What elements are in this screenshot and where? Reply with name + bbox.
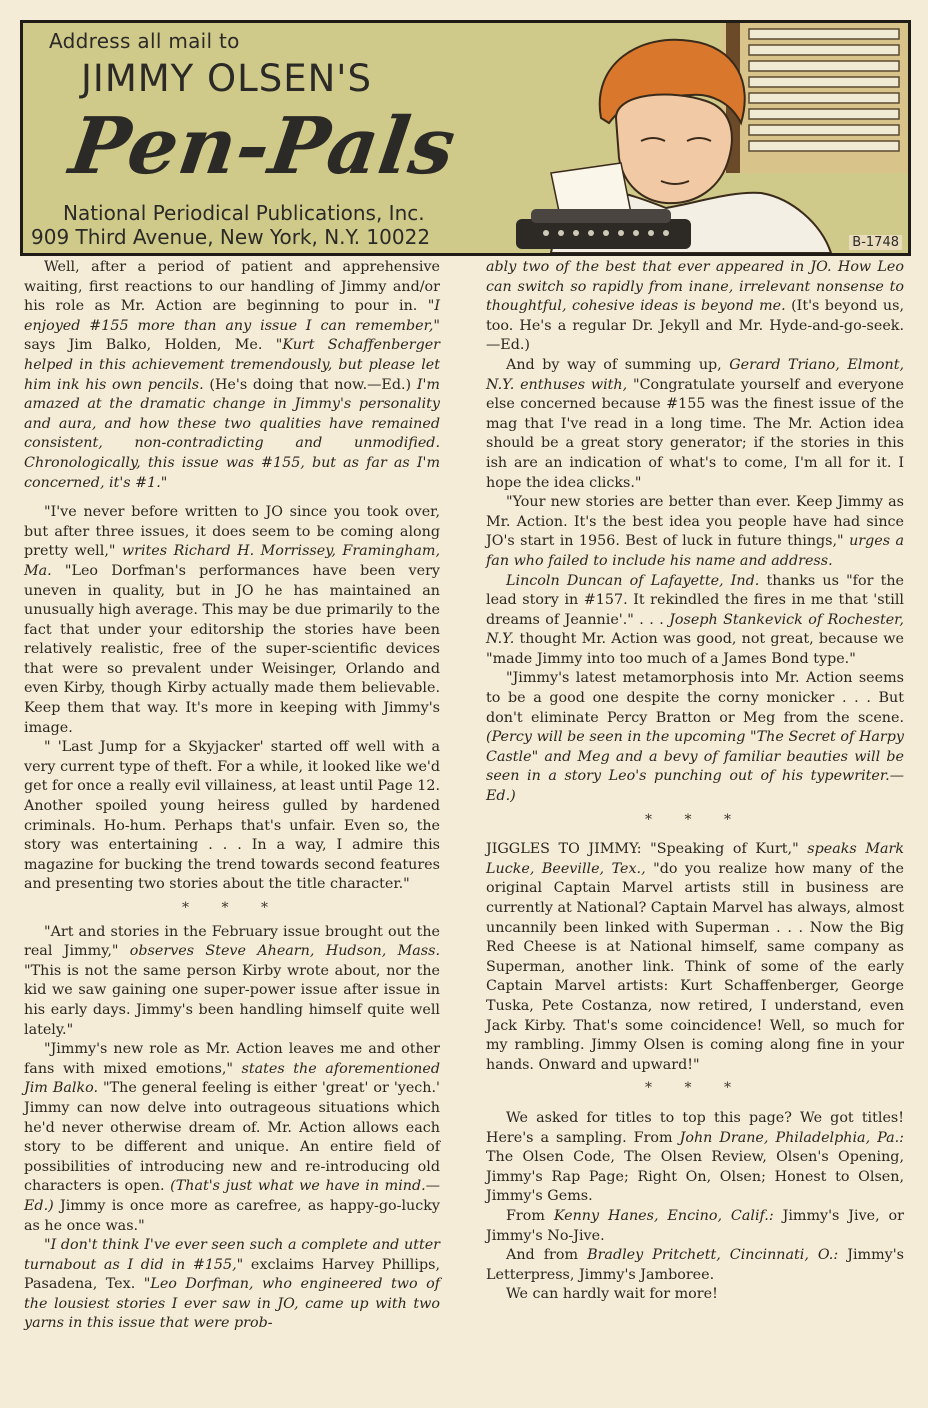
letter-paragraph: " 'Last Jump for a Skyjacker' started off well with a very current type of theft. For a while, it looked like we'd get for once a really evil villainess, at least until Page 12. Another spoiled young heiress gulled by hardened criminals. Ho-hum. Perhaps that's unfair. Even so, the story was entertaining . . . In a way, I admire this magazine for bucking the trend towards second features and presenting two stories about the title character." [24,739,440,893]
letter-attribution: Joseph Stankevick of Rochester, N.Y. [486,611,904,648]
letter-text: "Your new stories are better than ever. Keep Jimmy as Mr. Action. It's the best idea you people have had since JO's start in 1956. Best of luck in future things," [486,494,904,550]
letter-quote: I'm amazed at the dramatic change in Jimmy's personality and aura, and how these two qualities have remained consistent, non-contradicting and unmodified. Chronologically, this issue was #155, but as far as I'm concerned, it's #1." [24,376,440,491]
letter-attribution: John Drane, Philadelphia, Pa.: [679,1129,905,1146]
letter-text: "Jimmy's latest metamorphosis into Mr. Action seems to be a good one despite the corny monicker . . . But don't eliminate Percy Bratton or Meg from the scene. [486,670,904,726]
letters-right-column [486,258,904,1305]
letter-paragraph [24,503,440,738]
letter-attribution: Lincoln Duncan of Lafayette, Ind. [506,572,760,589]
letter-paragraph [486,493,904,571]
section-divider: * * * [645,1080,745,1097]
letter-attribution: urges a fan who failed to include his name and address. [486,533,904,569]
letter-attribution: exclaims Harvey Phillips, Pasadena, Tex. [24,1256,440,1293]
letters-left-column [24,258,440,1334]
section-divider: * * * [182,900,282,916]
letter-quote: "I don't think I've ever seen such a complete and utter turnabout as I did in #155," [24,1237,440,1273]
editor-note: (It's beyond us, too. He's a regular Dr. Jekyll and Mr. Hyde-and-go-seek.—Ed.) [486,298,904,354]
letter-text: "Art and stories in the February issue brought out the real Jimmy," [24,923,440,960]
jimmy-typewriter-illustration [491,23,911,253]
letter-attribution: speaks Mark Lucke, Beeville, Tex., [486,841,905,877]
letter-text: From [506,1207,554,1224]
letter-paragraph [24,923,440,1041]
letter-quote: "Kurt Schaffenberger helped in this achievement tremendously, but please let him ink his own pencils. [24,337,441,393]
magazine-title: JIMMY OLSEN'S [81,57,372,100]
letter-attribution: observes Steve Ahearn, Hudson, Mass. [129,943,440,960]
letter-text: "The general feeling is either 'great' or 'yech.' Jimmy can now delve into outrageous situations which he'd never otherwise dream of. Mr. Action allows each story to be different and unique. An entire field of possibilities of introducing new and re-introducing old characters is open. [24,1080,440,1195]
letter-paragraph [24,1040,440,1236]
letter-attribution: Gerard Triano, Elmont, N.Y. enthuses with, [486,356,905,393]
letter-text: We asked for titles to top this page? We got titles! Here's a sampling. From [486,1109,904,1146]
editor-note: (Percy will be seen in the upcoming "The Secret of Harpy Castle" and Meg and a bevy of familiar beauties will be seen in a story Leo's punching out of his typewriter.—Ed.) [486,729,904,805]
letter-paragraph [486,1109,904,1207]
publisher-address: 909 Third Avenue, New York, N.Y. 10022 [31,225,431,249]
letter-text: Well, after a period of patient and apprehensive waiting, first reactions to our handling of Jimmy and/or his role as Mr. Action are beginning to pour in. [24,259,440,315]
letter-text: "Jimmy's new role as Mr. Action leaves me and other fans with mixed emotions," [24,1041,440,1077]
letter-text: JIGGLES TO JIMMY: "Speaking of Kurt," [486,841,808,858]
letter-text: thought Mr. Action was good, not great, because we "made Jimmy into too much of a James Bond type." [486,631,904,667]
letter-attribution: Bradley Pritchett, Cincinnati, O.: [587,1247,839,1264]
editor-note: (That's just what we have in mind.—Ed.) [24,1178,440,1214]
letter-text: And from [506,1247,588,1264]
publisher-name: National Periodical Publications, Inc. [63,201,425,225]
address-instruction: Address all mail to [49,29,240,53]
letter-paragraph [24,1236,440,1334]
letter-quote: ably two of the best that ever appeared in JO. How Leo can switch so rapidly from inane, irrelevant nonsense to thoughtful, cohesive ideas is beyond me. [486,259,904,315]
letter-attribution: says Jim Balko, Holden, Me. [24,337,276,354]
letter-text: "I've never before written to JO since you took over, but after three issues, it does seem to be coming along pretty well," [24,504,440,560]
letter-text: Jimmy is once more as carefree, as happy-go-lucky as he once was." [24,1197,440,1234]
art-code-label: B-1748 [849,235,902,250]
letter-paragraph: We can hardly wait for more! [506,1286,718,1303]
letter-text: thanks us "for the lead story in #157. It rekindled the fires in me that 'still dreams of Jeannie'." . . . [486,572,904,628]
letter-paragraph [486,1207,904,1246]
letter-text: "Congratulate yourself and everyone else concerned because #155 was the finest issue of the mag that I've read in a long time. The Mr. Action idea should be a great story generator; if the stories in this ish are an indication of what's to come, I'm all for it. I hope the idea clicks." [486,376,905,491]
letter-text: "This is not the same person Kirby wrote about, nor the kid we saw gaining one super-power issue after issue in his early days. Jimmy's been handling himself quite well lately." [24,962,440,1038]
letter-paragraph [24,258,440,493]
letter-text: Jimmy's Jive, or Jimmy's No-Jive. [486,1207,904,1244]
letter-paragraph [486,669,904,806]
letter-quote: "Leo Dorfman, who engineered two of the lousiest stories I ever saw in JO, came up with two yarns in this issue that were prob- [24,1276,440,1332]
letter-text: Jimmy's Letterpress, Jimmy's Jamboree. [486,1247,904,1283]
letter-text: And by way of summing up, [506,356,730,373]
letters-header-banner [20,20,911,256]
letter-quote: "I enjoyed #155 more than any issue I can remember," [24,298,440,334]
letter-paragraph [486,1246,904,1285]
letter-paragraph [486,258,904,356]
letter-paragraph [486,840,904,1075]
letter-paragraph [486,572,904,670]
letter-attribution: Kenny Hanes, Encino, Calif.: [553,1207,774,1224]
letter-text: "Leo Dorfman's performances have been very uneven in quality, but in JO he has maintained an unusually high average. This may be due primarily to the fact that under your editorship the stories have been relatively realistic, free of the super-scientific devices that were so prevalent under Weisinger, Orlando and even Kirby, though Kirby actually made them believable. Keep them that way. It's more in keeping with Jimmy's image. [24,562,440,736]
letter-paragraph [486,356,904,493]
letter-attribution: writes Richard H. Morrissey, Framingham, Ma. [24,543,440,579]
letter-text: "do you realize how many of the original Captain Marvel artists still in business are currently at National? Captain Marvel has always, almost uncannily been linked with Superman . . . Now the Big Red Cheese is at National himself, same company as Superman, another link. Think of some of the early Captain Marvel artists: Kurt Schaffenberger, George Tuska, Pete Costanza, now retired, I understand, even Jack Kirby. That's some coincidence! Well, so much for my rambling. Jimmy Olsen is coming along fine in your hands. Onward and upward!" [486,860,905,1073]
letter-text: The Olsen Code, The Olsen Review, Olsen's Opening, Jimmy's Rap Page; Right On, Olsen; Honest to Olsen, Jimmy's Gems. [486,1149,904,1205]
column-title: Pen-Pals [64,101,462,192]
editor-note: (He's doing that now.—Ed.) [203,376,417,393]
letter-attribution: states the aforementioned Jim Balko. [24,1060,440,1097]
section-divider: * * * [645,811,745,828]
